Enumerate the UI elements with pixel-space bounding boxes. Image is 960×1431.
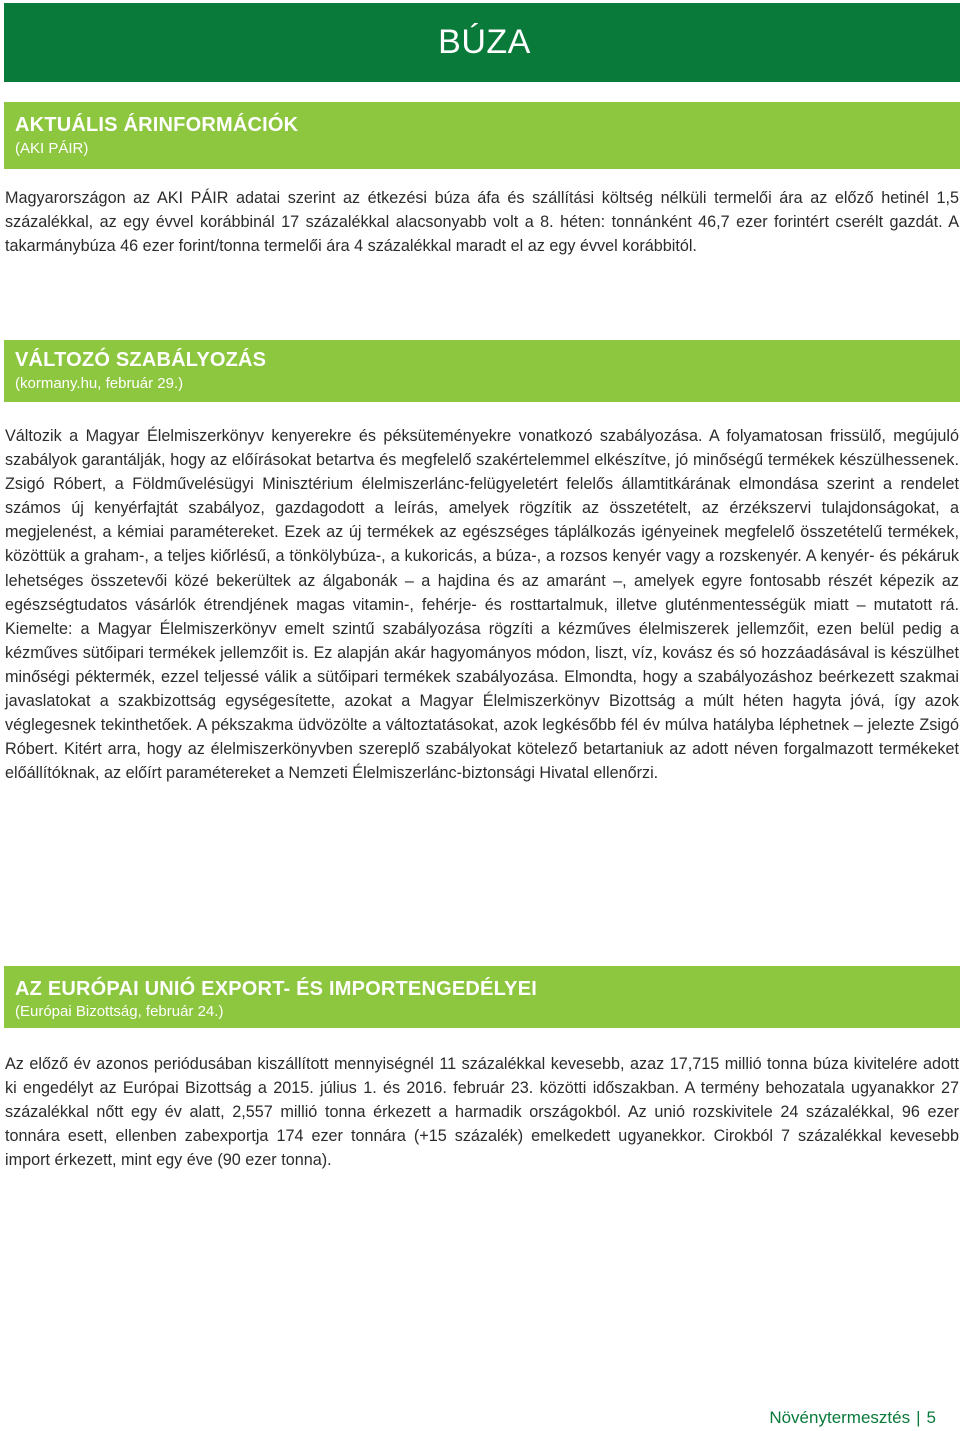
footer-section-name: Növénytermesztés: [769, 1408, 911, 1427]
section-source: (AKI PÁIR): [15, 140, 89, 157]
footer-separator: |: [916, 1408, 921, 1427]
section-body-regulation: [5, 424, 959, 785]
section-heading: VÁLTOZÓ SZABÁLYOZÁS: [15, 349, 267, 371]
section-header-regulation: [4, 340, 960, 402]
section-source: (Európai Bizottság, február 24.): [15, 1003, 224, 1020]
page-title: BÚZA: [438, 23, 531, 61]
section-header-eu-licences: [4, 966, 960, 1028]
page-number: 5: [926, 1408, 936, 1427]
page-footer: [769, 1408, 936, 1428]
section-source: (kormany.hu, február 29.): [15, 375, 184, 392]
section-heading: AKTUÁLIS ÁRINFORMÁCIÓK: [15, 114, 299, 136]
section-header-prices: [4, 102, 960, 169]
paragraph: Változik a Magyar Élelmiszerkönyv kenyerekre és péksüteményekre vonatkozó szabályozása. A folyamatosan frissülő, megújuló szabályok garantálják, hogy az előírásokat betartva és megfelelő szakértelemmel elkészítve, jó minőségű termékek készülhessenek. Zsigó Róbert, a Földművelésügyi Minisztérium élelmiszerlánc-felügyeletért felelős államtitkárának elmondása szerint a rendelet számos új kenyérfajtát szabályoz, gazdagodott a leírás, amelyek rögzítik az összetételt, az érzékszervi tulajdonságokat, a megjelenést, a kémiai paramétereket. Ezek az új termékek az egészséges táplálkozás igényeinek megfelelő összetételű termékek, közöttük a graham-, a teljes kiőrlésű, a tönkölybúza-, a kukoricás, a búza-, a rozsos kenyér vagy a rozskenyér. A kenyér- és pékáruk lehetséges összetevői közé bekerültek az álgabonák – a hajdina és az amaránt –, amelyek egyre fontosabb részét képezik az egészségtudatos vásárlók étrendjének magas vitamin-, fehérje- és rosttartalmuk, illetve gluténmentességük miatt – mutatott rá. Kiemelte: a Magyar Élelmiszerkönyv emelt szintű szabályozása rögzíti a kézműves élelmiszerek jellemzőit, ezen belül pedig a kézműves sütőipari termékek jellemzőit is. Ez alapján akár hagyományos módon, liszt, víz, kovász és só hozzáadásával is készülhet minőségi péktermék, ezzel teljessé válik a sütőipari termékek szabályozása. Elmondta, hogy a szabályozáshoz beérkezett szakmai javaslatokat a szakbizottság egységesítette, azokat a Magyar Élelmiszerkönyv Bizottság a múlt héten hagyta jóvá, így azok véglegesnek tekinthetőek. A pékszakma üdvözölte a változtatásokat, azok legkésőbb fél év múlva hatályba léphetnek – jelezte Zsigó Róbert. Kitért arra, hogy az élelmiszerkönyvben szereplő szabályokat kötelező betartaniuk az adott néven forgalmazott termékeket előállítóknak, az előírt paramétereket a Nemzeti Élelmiszerlánc-biztonsági Hivatal ellenőrzi.: [5, 427, 959, 783]
section-heading: AZ EURÓPAI UNIÓ EXPORT- ÉS IMPORTENGEDÉLYEI: [15, 978, 538, 1000]
paragraph: Magyarországon az AKI PÁIR adatai szerint az étkezési búza áfa és szállítási költség nélküli termelői ára az előző hetinél 1,5 százalékkal, az egy évvel korábbinál 17 százalékkal alacsonyabb volt a 8. héten: tonnánként 46,7 ezer forintért cserélt gazdát. A takarmánybúza 46 ezer forint/tonna termelői ára 4 százalékkal maradt el az egy évvel korábbitól.: [5, 189, 959, 256]
paragraph: Az előző év azonos periódusában kiszállított mennyiségnél 11 százalékkal kevesebb, azaz 17,715 millió tonna búza kivitelére adott ki engedélyt az Európai Bizottság a 2015. július 1. és 2016. február 23. közötti időszakban. A termény behozatala ugyanakkor 27 százalékkal nőtt egy év alatt, 2,557 millió tonna érkezett a harmadik országokból. Az unió rozskivitele 24 százalékkal, 96 ezer tonnára esett, ellenben zabexportja 174 ezer tonnára (+15 százalék) emelkedett ugyanekkor. Cirokból 7 százalékkal kevesebb import érkezett, mint egy éve (90 ezer tonna).: [5, 1055, 959, 1170]
section-body-eu-licences: [5, 1052, 959, 1172]
page-title-banner: [4, 3, 960, 82]
section-body-prices: [5, 186, 959, 258]
